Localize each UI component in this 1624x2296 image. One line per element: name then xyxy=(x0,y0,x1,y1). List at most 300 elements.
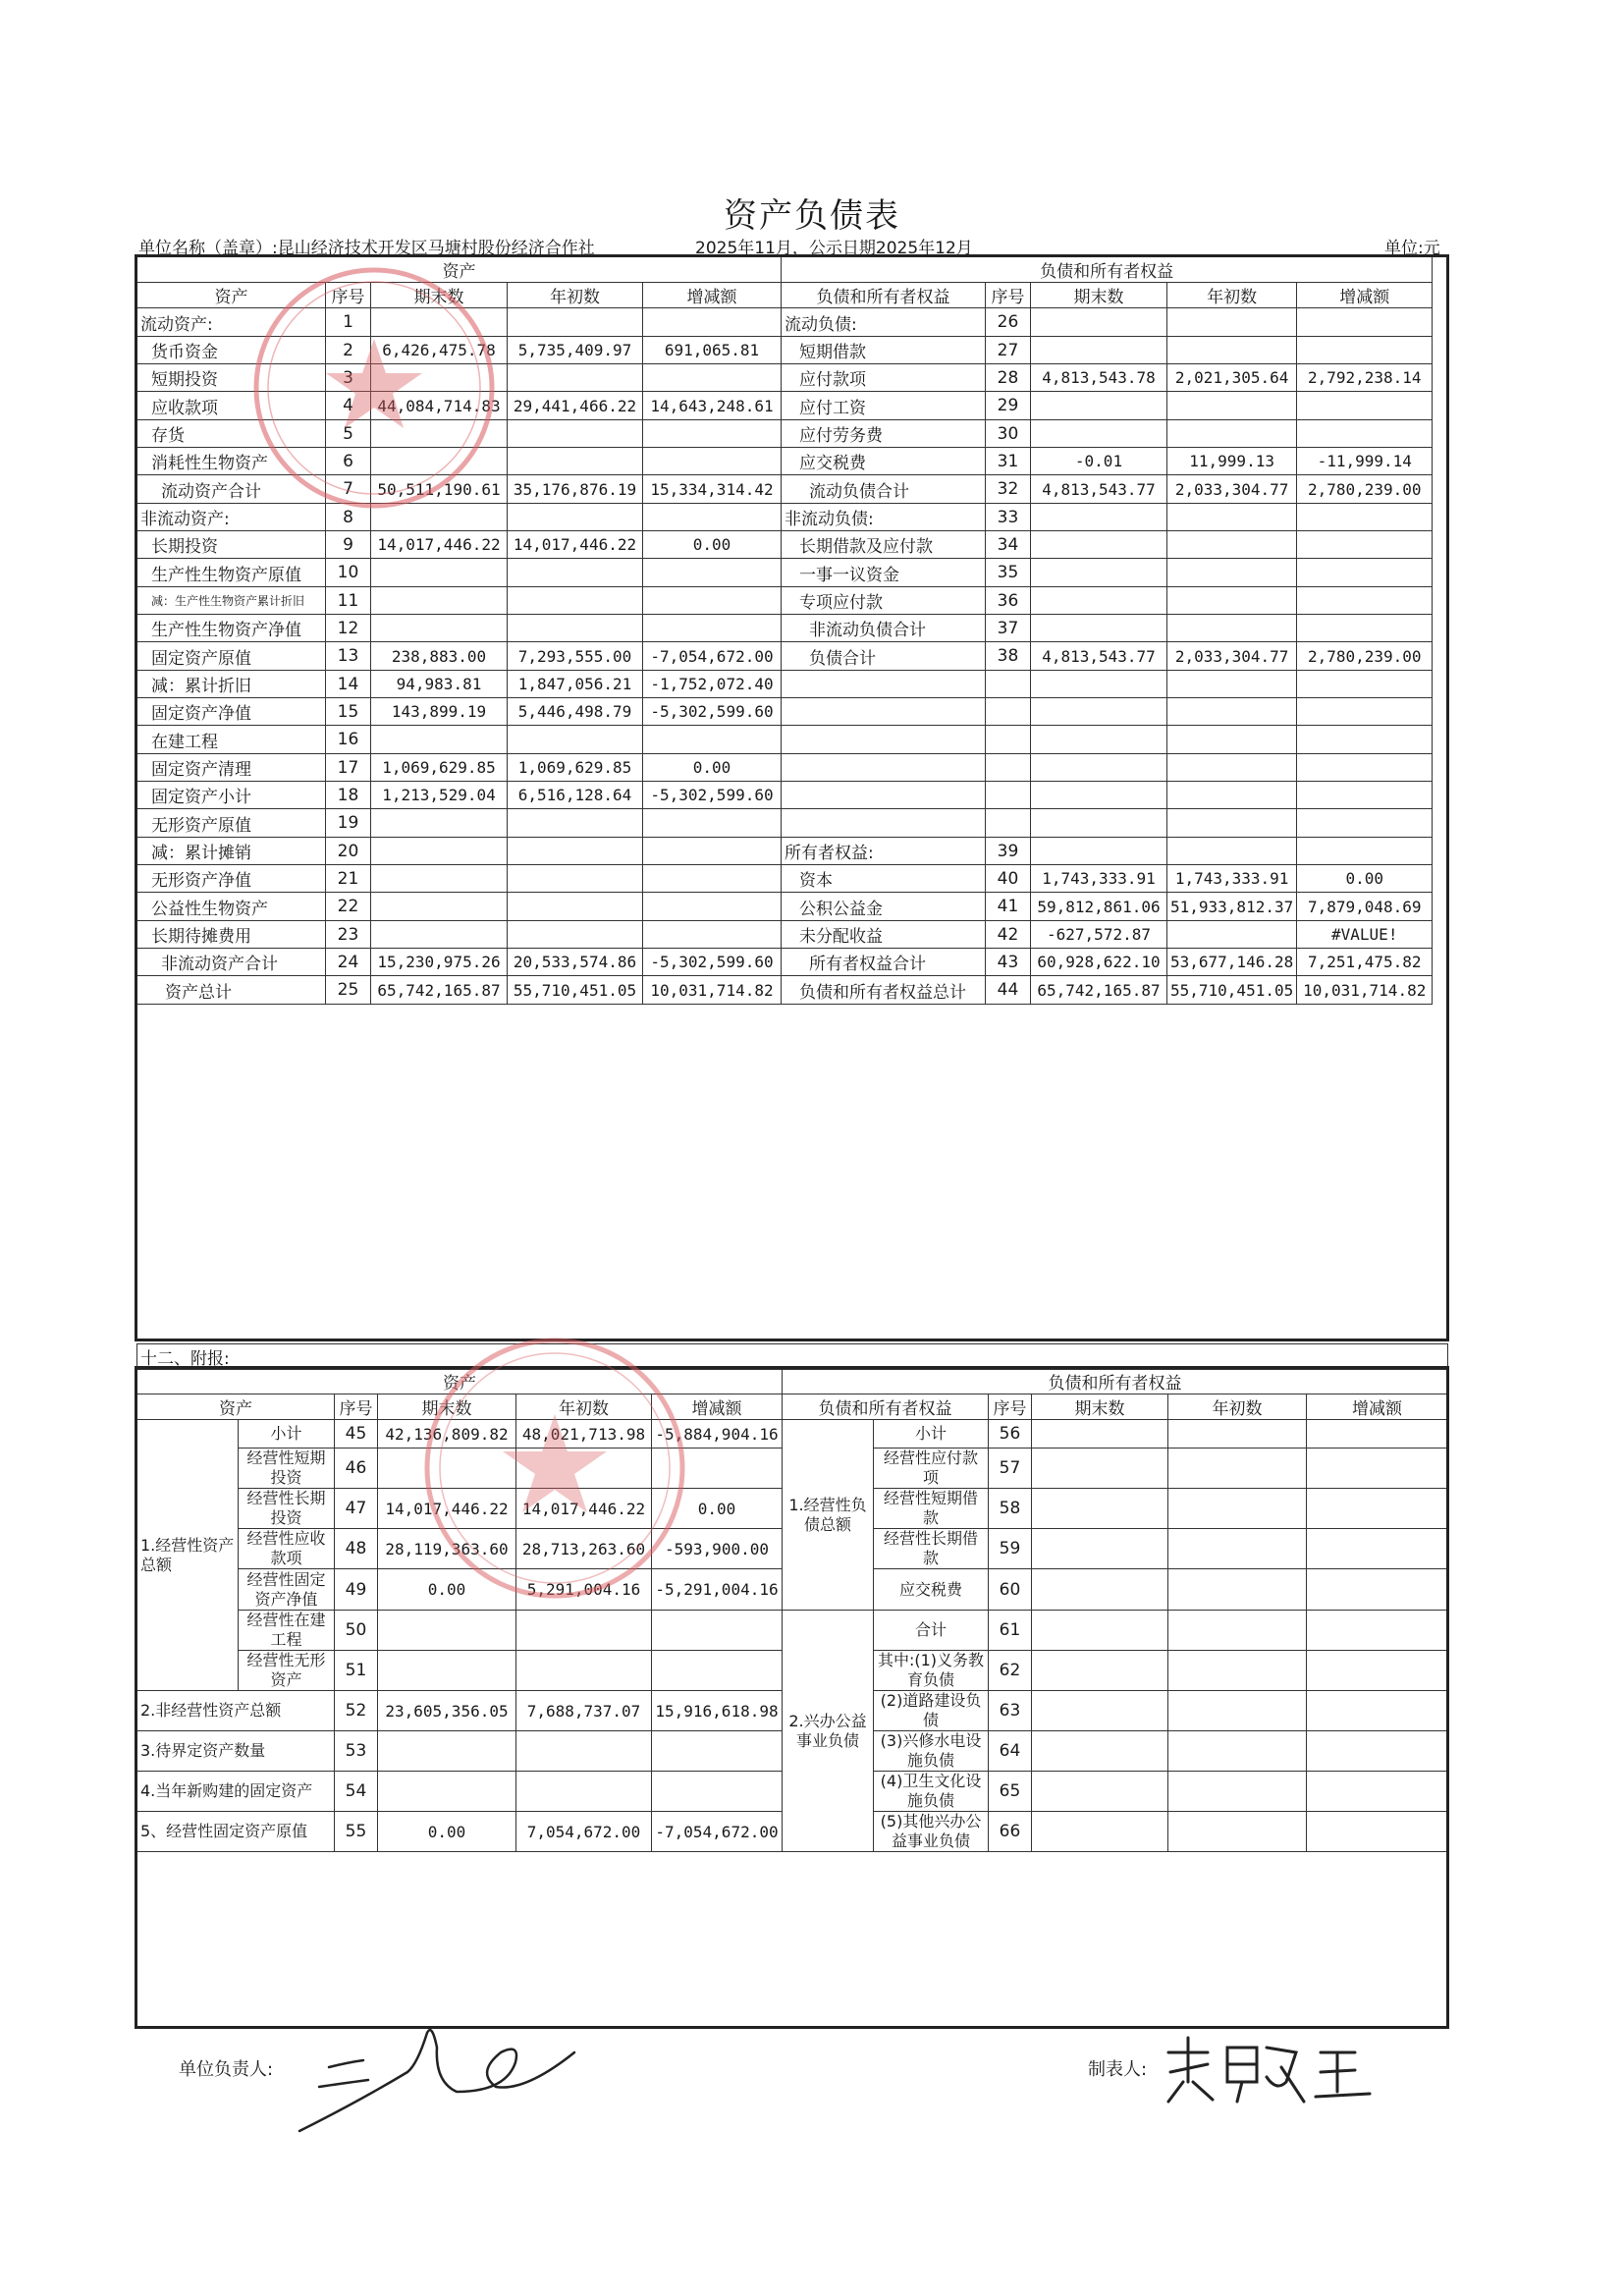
asset-name: 在建工程 xyxy=(137,726,326,754)
liab-begin-value xyxy=(1167,615,1297,642)
op-liab-sub-name: 小计 xyxy=(874,1420,989,1449)
liab-change-value: 0.00 xyxy=(1297,865,1433,893)
liab-seq: 38 xyxy=(986,642,1031,671)
liab-name xyxy=(782,782,986,809)
asset-begin-value xyxy=(508,308,643,337)
table-row xyxy=(137,587,1433,615)
asset-seq: 7 xyxy=(326,475,371,504)
asset-seq: 3 xyxy=(326,364,371,392)
asset-seq: 5 xyxy=(326,420,371,448)
asset-begin-value: 1,069,629.85 xyxy=(508,754,643,782)
table-row xyxy=(137,615,1433,642)
liab-begin-value xyxy=(1167,921,1297,949)
liab-change-value: 7,879,048.69 xyxy=(1297,893,1433,921)
liab-seq xyxy=(986,671,1031,698)
liab-begin-value xyxy=(1167,671,1297,698)
asset-end-value: 6,426,475.78 xyxy=(371,337,508,364)
table-row xyxy=(137,754,1433,782)
liab-change-value xyxy=(1297,615,1433,642)
asset-change-value xyxy=(643,504,782,531)
liab-name: 专项应付款 xyxy=(782,587,986,615)
liab-seq: 40 xyxy=(986,865,1031,893)
op-liab-begin-value xyxy=(1168,1489,1307,1529)
liab-seq: 29 xyxy=(986,392,1031,420)
op-asset-end-value xyxy=(378,1611,516,1651)
supp-assets-group-header: 资产 xyxy=(137,1369,783,1394)
op-asset-begin-value xyxy=(516,1449,652,1489)
pub-liab-change-value xyxy=(1307,1772,1448,1812)
other-asset-seq: 53 xyxy=(335,1731,378,1772)
liab-begin-value: 2,021,305.64 xyxy=(1167,364,1297,392)
liab-seq xyxy=(986,782,1031,809)
liab-seq: 36 xyxy=(986,587,1031,615)
liab-change-value xyxy=(1297,838,1433,865)
liab-end-value xyxy=(1031,809,1167,838)
supp-col-seq-header: 序号 xyxy=(335,1394,378,1420)
liab-begin-value: 2,033,304.77 xyxy=(1167,642,1297,671)
asset-end-value: 50,511,190.61 xyxy=(371,475,508,504)
op-asset-end-value: 0.00 xyxy=(378,1569,516,1611)
liab-change-value xyxy=(1297,504,1433,531)
unit-name-label: 单位名称（盖章）: xyxy=(138,239,278,258)
table-row xyxy=(137,448,1433,475)
asset-seq: 12 xyxy=(326,615,371,642)
asset-end-value xyxy=(371,615,508,642)
op-asset-end-value: 28,119,363.60 xyxy=(378,1529,516,1569)
table-row xyxy=(137,420,1433,448)
op-liab-seq: 60 xyxy=(989,1569,1032,1611)
liab-seq: 44 xyxy=(986,976,1031,1005)
op-asset-sub-name: 经营性短期投资 xyxy=(239,1449,335,1489)
op-asset-begin-value xyxy=(516,1651,652,1691)
supp-col-asset-header: 资产 xyxy=(137,1394,335,1420)
asset-seq: 22 xyxy=(326,893,371,921)
liab-seq xyxy=(986,726,1031,754)
asset-change-value: 15,334,314.42 xyxy=(643,475,782,504)
op-asset-sub-name: 经营性应收款项 xyxy=(239,1529,335,1569)
asset-change-value: 10,031,714.82 xyxy=(643,976,782,1005)
op-liab-end-value xyxy=(1032,1420,1168,1449)
asset-name: 非流动资产合计 xyxy=(137,949,326,976)
asset-name: 生产性生物资产原值 xyxy=(137,559,326,587)
liab-end-value: -627,572.87 xyxy=(1031,921,1167,949)
supp-col-liab-header: 负债和所有者权益 xyxy=(783,1394,989,1420)
table-row xyxy=(137,949,1433,976)
liab-end-value xyxy=(1031,392,1167,420)
pub-liab-begin-value xyxy=(1168,1691,1307,1731)
assets-group-header: 资产 xyxy=(137,257,782,283)
col-begin-header: 年初数 xyxy=(1167,283,1297,308)
liab-seq: 34 xyxy=(986,531,1031,559)
op-asset-sub-name: 小计 xyxy=(239,1420,335,1449)
asset-change-value xyxy=(643,364,782,392)
asset-name: 资产总计 xyxy=(137,976,326,1005)
other-asset-change-value: -7,054,672.00 xyxy=(652,1812,783,1852)
asset-change-value: -7,054,672.00 xyxy=(643,642,782,671)
liab-begin-value xyxy=(1167,504,1297,531)
table-row xyxy=(137,809,1433,838)
liab-name xyxy=(782,726,986,754)
asset-begin-value xyxy=(508,504,643,531)
op-liab-end-value xyxy=(1032,1569,1168,1611)
op-liab-end-value xyxy=(1032,1489,1168,1529)
liab-end-value: 4,813,543.78 xyxy=(1031,364,1167,392)
asset-begin-value: 35,176,876.19 xyxy=(508,475,643,504)
unit-label: 单位:元 xyxy=(1384,239,1440,258)
pub-liab-change-value xyxy=(1307,1812,1448,1852)
liab-begin-value xyxy=(1167,308,1297,337)
liab-name xyxy=(782,698,986,726)
op-liab-change-value xyxy=(1307,1529,1448,1569)
liab-name: 应付劳务费 xyxy=(782,420,986,448)
other-asset-change-value xyxy=(652,1731,783,1772)
col-seq-header: 序号 xyxy=(326,283,371,308)
op-asset-end-value xyxy=(378,1651,516,1691)
asset-end-value: 65,742,165.87 xyxy=(371,976,508,1005)
op-asset-sub-name: 经营性固定资产净值 xyxy=(239,1569,335,1611)
table-row xyxy=(137,838,1433,865)
asset-begin-value xyxy=(508,893,643,921)
liab-end-value xyxy=(1031,559,1167,587)
asset-name: 减：生产性生物资产累计折旧 xyxy=(137,587,326,615)
op-liab-change-value xyxy=(1307,1449,1448,1489)
asset-seq: 21 xyxy=(326,865,371,893)
asset-end-value xyxy=(371,838,508,865)
liab-change-value xyxy=(1297,337,1433,364)
pub-liab-end-value xyxy=(1032,1651,1168,1691)
pub-liab-seq: 65 xyxy=(989,1772,1032,1812)
op-asset-change-value: -593,900.00 xyxy=(652,1529,783,1569)
asset-name: 固定资产原值 xyxy=(137,642,326,671)
pub-liab-sub-name: (2)道路建设负债 xyxy=(874,1691,989,1731)
liab-name: 应付工资 xyxy=(782,392,986,420)
liab-end-value xyxy=(1031,587,1167,615)
table-row xyxy=(137,504,1433,531)
liab-begin-value: 2,033,304.77 xyxy=(1167,475,1297,504)
liab-change-value xyxy=(1297,587,1433,615)
asset-name: 流动资产: xyxy=(137,308,326,337)
liab-change-value xyxy=(1297,782,1433,809)
pub-liab-sub-name: (4)卫生文化设施负债 xyxy=(874,1772,989,1812)
asset-end-value: 238,883.00 xyxy=(371,642,508,671)
liab-change-value xyxy=(1297,809,1433,838)
asset-seq: 24 xyxy=(326,949,371,976)
asset-change-value: 691,065.81 xyxy=(643,337,782,364)
liab-name: 非流动负债合计 xyxy=(782,615,986,642)
asset-end-value: 14,017,446.22 xyxy=(371,531,508,559)
liab-name: 流动负债合计 xyxy=(782,475,986,504)
supp-col-change-header: 增减额 xyxy=(652,1394,783,1420)
asset-change-value xyxy=(643,615,782,642)
table-row xyxy=(137,782,1433,809)
liab-end-value xyxy=(1031,531,1167,559)
op-liab-seq: 59 xyxy=(989,1529,1032,1569)
asset-seq: 16 xyxy=(326,726,371,754)
liab-end-value xyxy=(1031,420,1167,448)
other-asset-begin-value xyxy=(516,1731,652,1772)
asset-change-value: -5,302,599.60 xyxy=(643,782,782,809)
table-row xyxy=(137,308,1433,337)
liab-seq: 27 xyxy=(986,337,1031,364)
pub-liab-sub-name: 合计 xyxy=(874,1611,989,1651)
liab-begin-value xyxy=(1167,726,1297,754)
liab-name: 应交税费 xyxy=(782,448,986,475)
table-row xyxy=(137,475,1433,504)
liab-change-value: 2,780,239.00 xyxy=(1297,475,1433,504)
op-liab-change-value xyxy=(1307,1569,1448,1611)
op-asset-end-value xyxy=(378,1449,516,1489)
supp-liab-group-header: 负债和所有者权益 xyxy=(783,1369,1448,1394)
balance-sheet-table xyxy=(136,256,1433,1005)
col-asset-header: 资产 xyxy=(137,283,326,308)
liab-seq xyxy=(986,809,1031,838)
other-asset-change-value xyxy=(652,1772,783,1812)
asset-end-value xyxy=(371,921,508,949)
asset-begin-value xyxy=(508,865,643,893)
op-asset-seq: 46 xyxy=(335,1449,378,1489)
liab-seq: 35 xyxy=(986,559,1031,587)
liab-name: 一事一议资金 xyxy=(782,559,986,587)
supp-col-end-header: 期末数 xyxy=(378,1394,516,1420)
liab-begin-value xyxy=(1167,531,1297,559)
op-liab-group-label: 1.经营性负债总额 xyxy=(783,1420,874,1611)
asset-seq: 9 xyxy=(326,531,371,559)
liab-change-value: 10,031,714.82 xyxy=(1297,976,1433,1005)
unit-head-label: 单位负责人: xyxy=(179,2059,274,2080)
pub-liab-seq: 62 xyxy=(989,1651,1032,1691)
asset-begin-value xyxy=(508,420,643,448)
asset-end-value xyxy=(371,504,508,531)
period: 2025年11月，公示日期2025年12月 xyxy=(695,239,973,258)
col-seq-header: 序号 xyxy=(986,283,1031,308)
asset-end-value xyxy=(371,364,508,392)
liab-end-value: 65,742,165.87 xyxy=(1031,976,1167,1005)
asset-begin-value: 6,516,128.64 xyxy=(508,782,643,809)
liab-name: 非流动负债: xyxy=(782,504,986,531)
table-row xyxy=(137,976,1433,1005)
op-liab-end-value xyxy=(1032,1449,1168,1489)
asset-begin-value xyxy=(508,448,643,475)
asset-seq: 11 xyxy=(326,587,371,615)
asset-end-value xyxy=(371,308,508,337)
other-asset-end-value: 23,605,356.05 xyxy=(378,1691,516,1731)
col-change-header: 增减额 xyxy=(1297,283,1433,308)
liab-begin-value: 55,710,451.05 xyxy=(1167,976,1297,1005)
op-liab-begin-value xyxy=(1168,1569,1307,1611)
asset-seq: 10 xyxy=(326,559,371,587)
pub-liab-begin-value xyxy=(1168,1651,1307,1691)
other-asset-begin-value: 7,054,672.00 xyxy=(516,1812,652,1852)
liab-change-value xyxy=(1297,392,1433,420)
asset-name: 货币资金 xyxy=(137,337,326,364)
asset-seq: 17 xyxy=(326,754,371,782)
liab-end-value xyxy=(1031,308,1167,337)
table-row xyxy=(137,893,1433,921)
asset-change-value xyxy=(643,726,782,754)
liab-seq: 32 xyxy=(986,475,1031,504)
asset-seq: 25 xyxy=(326,976,371,1005)
op-asset-begin-value xyxy=(516,1611,652,1651)
op-assets-group-label: 1.经营性资产总额 xyxy=(137,1420,239,1691)
asset-seq: 19 xyxy=(326,809,371,838)
asset-begin-value xyxy=(508,364,643,392)
pub-liab-seq: 66 xyxy=(989,1812,1032,1852)
asset-name: 存货 xyxy=(137,420,326,448)
liab-begin-value xyxy=(1167,698,1297,726)
op-asset-seq: 47 xyxy=(335,1489,378,1529)
liab-change-value: #VALUE! xyxy=(1297,921,1433,949)
op-asset-sub-name: 经营性长期投资 xyxy=(239,1489,335,1529)
op-asset-sub-name: 经营性在建工程 xyxy=(239,1611,335,1651)
liab-seq: 30 xyxy=(986,420,1031,448)
asset-name: 减：累计摊销 xyxy=(137,838,326,865)
asset-change-value xyxy=(643,865,782,893)
asset-name: 短期投资 xyxy=(137,364,326,392)
liab-end-value: 60,928,622.10 xyxy=(1031,949,1167,976)
table-row xyxy=(137,921,1433,949)
asset-end-value xyxy=(371,865,508,893)
liab-seq: 43 xyxy=(986,949,1031,976)
liab-seq xyxy=(986,698,1031,726)
supp-col-end-header: 期末数 xyxy=(1032,1394,1168,1420)
asset-begin-value: 1,847,056.21 xyxy=(508,671,643,698)
liab-name: 所有者权益合计 xyxy=(782,949,986,976)
liab-seq: 37 xyxy=(986,615,1031,642)
asset-begin-value: 7,293,555.00 xyxy=(508,642,643,671)
liab-name: 流动负债: xyxy=(782,308,986,337)
asset-change-value: 0.00 xyxy=(643,754,782,782)
liab-name: 应付款项 xyxy=(782,364,986,392)
asset-change-value xyxy=(643,420,782,448)
liab-name xyxy=(782,671,986,698)
table-row xyxy=(137,1611,1448,1651)
op-liab-change-value xyxy=(1307,1420,1448,1449)
asset-name: 固定资产小计 xyxy=(137,782,326,809)
pub-liab-sub-name: (5)其他兴办公益事业负债 xyxy=(874,1812,989,1852)
asset-name: 流动资产合计 xyxy=(137,475,326,504)
pub-liab-change-value xyxy=(1307,1651,1448,1691)
op-liab-sub-name: 经营性应付款项 xyxy=(874,1449,989,1489)
liab-end-value: 59,812,861.06 xyxy=(1031,893,1167,921)
op-asset-seq: 51 xyxy=(335,1651,378,1691)
pub-liab-sub-name: 其中:(1)义务教育负债 xyxy=(874,1651,989,1691)
op-asset-seq: 45 xyxy=(335,1420,378,1449)
pub-liab-begin-value xyxy=(1168,1772,1307,1812)
liab-name: 短期借款 xyxy=(782,337,986,364)
op-liab-seq: 56 xyxy=(989,1420,1032,1449)
liab-begin-value xyxy=(1167,587,1297,615)
pub-liab-seq: 63 xyxy=(989,1691,1032,1731)
other-asset-name: 2.非经营性资产总额 xyxy=(137,1691,335,1731)
col-end-header: 期末数 xyxy=(1031,283,1167,308)
pub-liab-group-label: 2.兴办公益事业负债 xyxy=(783,1611,874,1852)
unit-name-line xyxy=(138,234,595,258)
pub-liab-begin-value xyxy=(1168,1812,1307,1852)
asset-change-value: -5,302,599.60 xyxy=(643,949,782,976)
op-asset-end-value: 42,136,809.82 xyxy=(378,1420,516,1449)
asset-end-value: 1,069,629.85 xyxy=(371,754,508,782)
other-asset-begin-value: 7,688,737.07 xyxy=(516,1691,652,1731)
op-asset-begin-value: 5,291,004.16 xyxy=(516,1569,652,1611)
supp-col-change-header: 增减额 xyxy=(1307,1394,1448,1420)
table-row xyxy=(137,1420,1448,1449)
op-liab-sub-name: 经营性长期借款 xyxy=(874,1529,989,1569)
asset-change-value xyxy=(643,921,782,949)
liab-begin-value xyxy=(1167,782,1297,809)
table-row xyxy=(137,392,1433,420)
asset-end-value xyxy=(371,448,508,475)
liab-change-value xyxy=(1297,531,1433,559)
other-asset-name: 3.待界定资产数量 xyxy=(137,1731,335,1772)
op-liab-begin-value xyxy=(1168,1449,1307,1489)
pub-liab-begin-value xyxy=(1168,1731,1307,1772)
asset-end-value xyxy=(371,893,508,921)
liab-begin-value: 1,743,333.91 xyxy=(1167,865,1297,893)
liab-end-value xyxy=(1031,337,1167,364)
asset-end-value xyxy=(371,726,508,754)
op-liab-begin-value xyxy=(1168,1420,1307,1449)
other-asset-begin-value xyxy=(516,1772,652,1812)
asset-change-value: -1,752,072.40 xyxy=(643,671,782,698)
liab-change-value: -11,999.14 xyxy=(1297,448,1433,475)
other-asset-end-value: 0.00 xyxy=(378,1812,516,1852)
asset-begin-value xyxy=(508,809,643,838)
table-row xyxy=(137,865,1433,893)
liab-change-value xyxy=(1297,726,1433,754)
supplement-table xyxy=(136,1368,1448,1852)
asset-seq: 13 xyxy=(326,642,371,671)
liab-end-value: -0.01 xyxy=(1031,448,1167,475)
liab-seq: 31 xyxy=(986,448,1031,475)
pub-liab-end-value xyxy=(1032,1731,1168,1772)
asset-begin-value: 14,017,446.22 xyxy=(508,531,643,559)
pub-liab-change-value xyxy=(1307,1611,1448,1651)
liab-change-value xyxy=(1297,559,1433,587)
liab-begin-value xyxy=(1167,420,1297,448)
liab-seq: 26 xyxy=(986,308,1031,337)
asset-end-value xyxy=(371,420,508,448)
liab-change-value xyxy=(1297,698,1433,726)
pub-liab-change-value xyxy=(1307,1731,1448,1772)
pub-liab-end-value xyxy=(1032,1772,1168,1812)
other-asset-name: 4.当年新购建的固定资产 xyxy=(137,1772,335,1812)
asset-seq: 14 xyxy=(326,671,371,698)
asset-begin-value: 55,710,451.05 xyxy=(508,976,643,1005)
supplement-label-table xyxy=(136,1343,1448,1370)
liab-begin-value: 53,677,146.28 xyxy=(1167,949,1297,976)
liab-change-value xyxy=(1297,420,1433,448)
supplement-label: 十二、附报: xyxy=(137,1344,1448,1370)
asset-name: 长期投资 xyxy=(137,531,326,559)
op-liab-seq: 57 xyxy=(989,1449,1032,1489)
pub-liab-sub-name: (3)兴修水电设施负债 xyxy=(874,1731,989,1772)
table-row xyxy=(137,531,1433,559)
liab-seq: 39 xyxy=(986,838,1031,865)
liab-seq: 33 xyxy=(986,504,1031,531)
liab-end-value xyxy=(1031,838,1167,865)
table-row xyxy=(137,337,1433,364)
table-row xyxy=(137,559,1433,587)
other-asset-end-value xyxy=(378,1772,516,1812)
asset-change-value: 14,643,248.61 xyxy=(643,392,782,420)
asset-seq: 18 xyxy=(326,782,371,809)
liab-change-value xyxy=(1297,754,1433,782)
asset-change-value xyxy=(643,308,782,337)
asset-end-value: 94,983.81 xyxy=(371,671,508,698)
asset-seq: 20 xyxy=(326,838,371,865)
liab-begin-value xyxy=(1167,754,1297,782)
liab-end-value xyxy=(1031,754,1167,782)
